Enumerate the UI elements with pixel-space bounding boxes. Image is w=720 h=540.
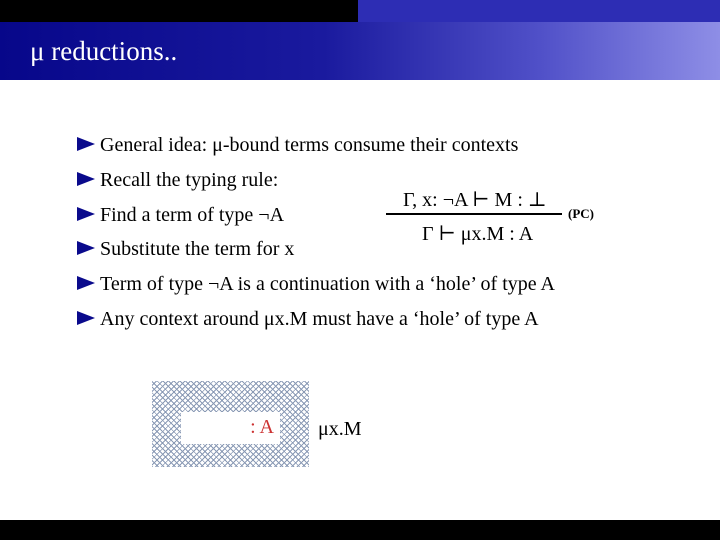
bullet-text: Any context around μx.M must have a ‘hole’ of type A [100,308,539,330]
rule-premise: Γ, x: ¬A ⊢ M : ⊥ [403,189,547,211]
bullet-continuation [76,272,555,296]
bullet-recall-rule [76,168,278,192]
bullet-substitute [76,237,294,261]
bullet-text: Find a term of type ¬A [100,204,285,226]
right-pointing-triangle-icon [76,275,96,291]
rule-name: (PC) [568,206,594,221]
hole-type-label: : A [250,416,274,438]
rule-conclusion: Γ ⊢ μx.M : A [422,223,534,245]
bullet-find-term [76,203,284,227]
slide-title: μ reductions.. [30,36,178,66]
rule-inference-line [386,213,562,215]
bullet-text: Recall the typing rule: [100,169,279,191]
right-pointing-triangle-icon [76,206,96,222]
header-blue-strip [358,0,720,22]
bullet-context-hole [76,307,539,331]
right-pointing-triangle-icon [76,171,96,187]
header-black-strip [0,0,358,22]
right-pointing-triangle-icon [76,310,96,326]
mu-term-label: μx.M [318,418,362,440]
context-hole [181,412,280,444]
bullet-text: Term of type ¬A is a continuation with a ‘hole’ of type A [100,273,555,295]
right-pointing-triangle-icon [76,136,96,152]
bullet-text: General idea: μ-bound terms consume their contexts [100,134,519,156]
bullet-general-idea [76,133,518,157]
right-pointing-triangle-icon [76,240,96,256]
bullet-text: Substitute the term for x [100,238,295,260]
footer-black-strip [0,520,720,540]
